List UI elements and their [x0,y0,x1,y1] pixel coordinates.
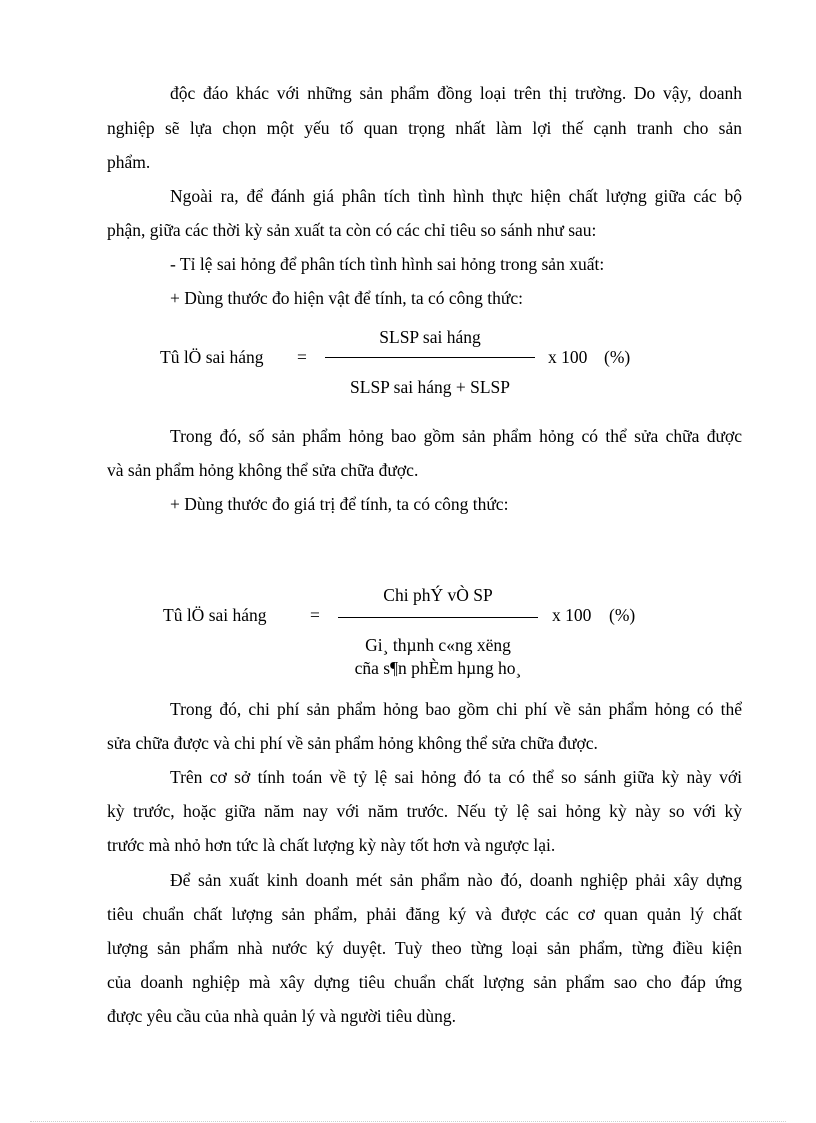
paragraph-line: sửa chữa được và chi phí về sản phẩm hỏng không thể sửa chữa được. [107,733,598,753]
formula-multiplier: x 100 [548,347,588,367]
formula-denominator: SLSP sai háng + SLSP [350,377,510,397]
bullet-line: - Tỉ lệ sai hỏng để phân tích tình hình sai hỏng trong sản xuất: [170,254,605,274]
paragraph-line: tiêu chuẩn chất lượng sản phẩm, phải đăng ký và được các cơ quan quản lý chất [107,904,742,924]
formula-numerator: Chi phÝ vÒ SP [383,585,493,605]
formula-equals: = [297,347,307,367]
paragraph-line: Ngoài ra, để đánh giá phân tích tình hình thực hiện chất lượng giữa các bộ [170,186,742,206]
paragraph-line: kỳ trước, hoặc giữa năm nay với năm trước. Nếu tỷ lệ sai hỏng kỳ này so với kỳ [107,801,742,821]
paragraph-line: được yêu cầu của nhà quản lý và người tiêu dùng. [107,1006,456,1026]
formula-numerator: SLSP sai háng [379,327,481,347]
formula-unit: (%) [604,347,631,367]
paragraph-line: độc đáo khác với những sản phẩm đồng loại trên thị trường. Do vậy, doanh [170,83,742,103]
sub-bullet-line: + Dùng thước đo giá trị để tính, ta có công thức: [170,494,509,514]
fraction-bar [325,357,535,358]
paragraph-line: nghiệp sẽ lựa chọn một yếu tố quan trọng nhất làm lợi thế cạnh tranh cho sản [107,118,742,138]
paragraph-line: Trên cơ sở tính toán về tỷ lệ sai hỏng đó ta có thể so sánh giữa kỳ này với [170,767,742,787]
paragraph-line: Để sản xuất kinh doanh mét sản phẩm nào đó, doanh nghiệp phải xây dựng [170,870,742,890]
formula-lhs: Tû lÖ sai háng [160,347,264,367]
formula-denominator-line1: Gi¸ thµnh c«ng xëng [365,635,511,655]
formula-denominator-line2: cña s¶n phÈm hµng ho¸ [354,658,522,678]
fraction-bar [338,617,538,618]
page-bottom-rule [30,1121,786,1122]
paragraph-line: của doanh nghiệp mà xây dựng tiêu chuẩn chất lượng sản phẩm sao cho đáp ứng [107,972,742,992]
formula-lhs: Tû lÖ sai háng [163,605,267,625]
paragraph-line: phận, giữa các thời kỳ sản xuất ta còn có các chỉ tiêu so sánh như sau: [107,220,597,240]
paragraph-line: lượng sản phẩm nhà nước ký duyệt. Tuỳ theo từng loại sản phẩm, từng điều kiện [107,938,742,958]
formula-multiplier: x 100 [552,605,592,625]
paragraph-line: trước mà nhỏ hơn tức là chất lượng kỳ này tốt hơn và ngược lại. [107,835,556,855]
paragraph-line: Trong đó, chi phí sản phẩm hỏng bao gồm chi phí về sản phẩm hỏng có thể [170,699,742,719]
paragraph-line: phẩm. [107,152,151,172]
paragraph-line: Trong đó, số sản phẩm hỏng bao gồm sản phẩm hỏng có thể sửa chữa được [170,426,742,446]
formula-equals: = [310,605,320,625]
sub-bullet-line: + Dùng thước đo hiện vật để tính, ta có công thức: [170,288,524,308]
paragraph-line: và sản phẩm hỏng không thể sửa chữa được. [107,460,419,480]
formula-unit: (%) [609,605,636,625]
